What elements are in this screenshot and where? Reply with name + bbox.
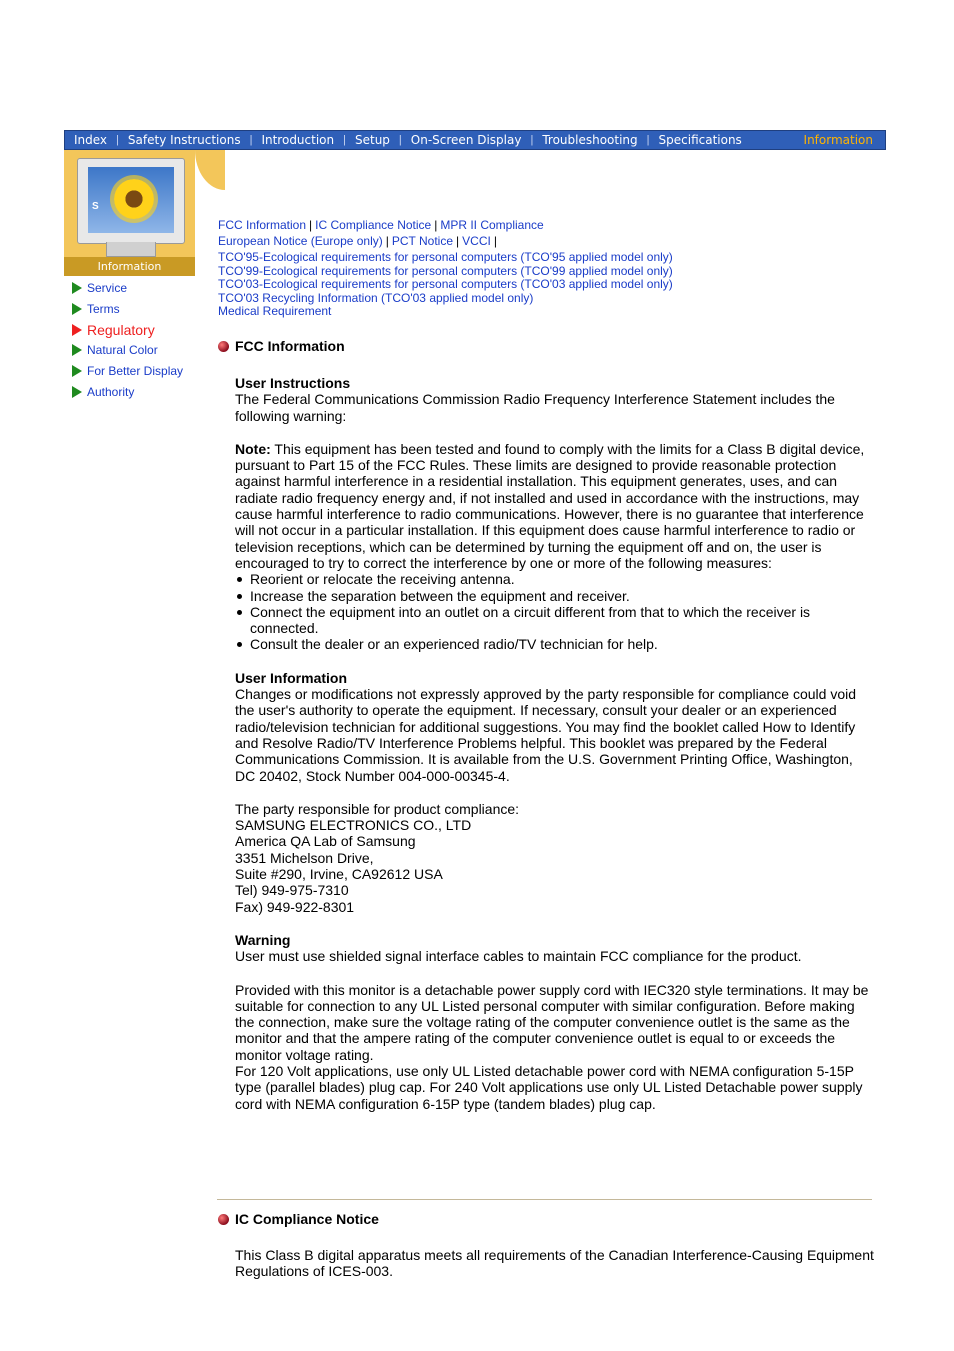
nav-separator: | <box>343 134 346 146</box>
link-tco03-recycling[interactable]: TCO'03 Recycling Information (TCO'03 applied model only) <box>218 290 534 305</box>
red-ball-icon <box>218 1214 229 1225</box>
top-nav <box>64 130 886 150</box>
nav-separator: | <box>530 134 534 146</box>
sunflower-image <box>114 179 154 219</box>
fcc-section-heading <box>218 338 345 354</box>
section-divider <box>217 1199 872 1200</box>
link-european-notice[interactable]: European Notice (Europe only) <box>218 234 383 248</box>
link-tco95[interactable]: TCO'95-Ecological requirements for personal computers (TCO'95 applied model only) <box>218 250 673 264</box>
ic-content <box>235 1247 875 1280</box>
party-line: SAMSUNG ELECTRONICS CO., LTD <box>235 817 472 834</box>
links-row <box>218 235 673 251</box>
party-line: Fax) 949-922-8301 <box>235 898 355 915</box>
party-line: Suite #290, Irvine, CA92612 USA <box>235 866 443 883</box>
user-information-heading: User Information <box>235 669 348 686</box>
arrow-right-icon <box>72 324 82 336</box>
nav-setup[interactable]: Setup <box>354 133 390 147</box>
ic-text: This Class B digital apparatus meets all requirements of the Canadian Interference-Causing Equipment Regulations of ICES-003. <box>235 1247 874 1280</box>
link-ic-compliance-notice[interactable]: IC Compliance Notice <box>315 218 432 232</box>
nav-introduction[interactable]: Introduction <box>261 133 335 147</box>
fcc-content <box>235 375 875 1112</box>
links-row <box>218 219 673 235</box>
sidebar-item-label: Terms <box>87 302 120 317</box>
list-item: Reorient or relocate the receiving antenna. <box>235 571 875 587</box>
link-tco99[interactable]: TCO'99-Ecological requirements for personal computers (TCO'99 applied model only) <box>218 263 673 278</box>
nav-information[interactable]: Information <box>803 133 873 147</box>
party-line: 3351 Michelson Drive, <box>235 849 374 866</box>
user-information-text: Changes or modifications not expressly approved by the party responsible for compliance could void the user's authority to operate the equipment. If necessary, consult your dealer or an experienced radio/television technician for additional suggestions. You may find the booklet called How to Identify and Resolve Radio/TV Interference Problems helpful. This booklet was prepared by the Federal Communications Commission. It is available from the U.S. Government Printing Office, Washington, DC 20402, Stock Number 004-000-00345-4. <box>235 686 857 784</box>
sidebar-item-label: Regulatory <box>87 321 155 338</box>
link-separator: | <box>456 234 460 248</box>
sidebar-item-service[interactable] <box>72 278 183 299</box>
arrow-right-icon <box>72 344 82 356</box>
sidebar-menu <box>72 278 183 402</box>
sidebar-item-authority[interactable] <box>72 381 183 402</box>
link-separator: | <box>385 234 389 248</box>
sidebar-caption: Information <box>64 257 195 276</box>
nav-on-screen-display[interactable]: On-Screen Display <box>410 133 522 147</box>
list-item: Increase the separation between the equipment and receiver. <box>235 588 875 604</box>
link-tco03[interactable]: TCO'03-Ecological requirements for personal computers (TCO'03 applied model only) <box>218 277 673 292</box>
sidebar-item-label: For Better Display <box>87 364 184 379</box>
link-fcc-information[interactable]: FCC Information <box>218 218 307 232</box>
nav-separator: | <box>249 134 253 146</box>
warning-text: User must use shielded signal interface cables to maintain FCC compliance for the product. <box>235 948 802 965</box>
link-vcci[interactable]: VCCI <box>462 234 491 248</box>
banner-curve <box>195 150 225 190</box>
monitor-illustration <box>77 158 185 244</box>
party-line: The party responsible for product compliance: <box>235 800 520 817</box>
nav-specifications[interactable]: Specifications <box>658 133 742 147</box>
monitor-stand <box>106 242 156 257</box>
link-separator: | <box>493 234 497 248</box>
user-instructions-heading: User Instructions <box>235 375 351 391</box>
nav-index[interactable]: Index <box>74 133 108 147</box>
link-separator: | <box>309 218 313 232</box>
red-ball-icon <box>218 341 229 352</box>
nav-separator: | <box>116 134 119 146</box>
link-pct-notice[interactable]: PCT Notice <box>391 234 454 248</box>
sidebar-item-label: Authority <box>87 384 135 399</box>
volt-text: For 120 Volt applications, use only UL Listed detachable power cord with NEMA configuration 5-15P type (parallel blades) plug cap. For 240 Volt applications use only UL Listed Detachable power supply cord with NEMA configuration 6-15P type (tandem blades) plug cap. <box>235 1062 863 1112</box>
link-mpr-ii-compliance[interactable]: MPR II Compliance <box>440 218 544 232</box>
fcc-title: FCC Information <box>235 338 345 354</box>
list-item: Consult the dealer or an experienced radio/TV technician for help. <box>235 636 875 652</box>
sidebar-item-terms[interactable] <box>72 299 183 320</box>
list-item: Connect the equipment into an outlet on a circuit different from that to which the receiver is connected. <box>235 604 875 637</box>
nav-troubleshooting[interactable]: Troubleshooting <box>542 133 638 147</box>
link-medical-requirement[interactable]: Medical Requirement <box>218 304 332 319</box>
party-line: America QA Lab of Samsung <box>235 833 416 850</box>
sidebar-item-label: Service <box>87 281 128 296</box>
arrow-right-icon <box>72 282 82 294</box>
party-line: Tel) 949-975-7310 <box>235 882 349 899</box>
nav-separator: | <box>646 134 650 146</box>
power-cord-text: Provided with this monitor is a detachable power supply cord with IEC320 style terminations. It may be suitable for connection to any UL Listed personal computer with similar configuration. Before making the connection, make sure the voltage rating of the computer convenience outlet is the same as the monitor and that the ampere rating of the computer convenience outlet is equal to or exceeds the monitor voltage rating. <box>235 981 869 1063</box>
note-paragraph <box>235 441 875 571</box>
sidebar-item-for-better-display[interactable] <box>72 361 183 382</box>
ic-title: IC Compliance Notice <box>235 1211 379 1227</box>
sidebar-item-regulatory[interactable] <box>72 319 183 340</box>
note-text: This equipment has been tested and found to comply with the limits for a Class B digital device, pursuant to Part 15 of the FCC Rules. These limits are designed to provide reasonable protection against harmful interference in a residential installation. This equipment generates, uses, and can radiate radio frequency energy and, if not installed and used in accordance with the instructions, may cause harmful interference to radio communications. However, there is no guarantee that interference will not occur in a particular installation. If this equipment does cause harmful interference to radio or television receptions, which can be determined by turning the equipment off and on, the user is encouraged to try to correct the interference by one or more of the following measures: <box>235 440 865 571</box>
measures-list <box>235 571 875 652</box>
link-separator: | <box>434 218 438 232</box>
section-links <box>218 219 673 319</box>
monitor-screen <box>88 167 174 233</box>
ic-section-heading <box>218 1211 379 1227</box>
nav-separator: | <box>398 134 402 146</box>
user-instructions-text: The Federal Communications Commission Radio Frequency Interference Statement includes the following warning: <box>235 391 835 424</box>
arrow-right-icon <box>72 386 82 398</box>
arrow-right-icon <box>72 365 82 377</box>
note-label: Note: <box>235 440 271 457</box>
nav-safety-instructions[interactable]: Safety Instructions <box>127 133 241 147</box>
monitor-logo: S <box>92 201 99 212</box>
arrow-right-icon <box>72 303 82 315</box>
sidebar-item-label: Natural Color <box>87 343 158 358</box>
warning-heading: Warning <box>235 931 291 948</box>
sidebar-item-natural-color[interactable] <box>72 340 183 361</box>
